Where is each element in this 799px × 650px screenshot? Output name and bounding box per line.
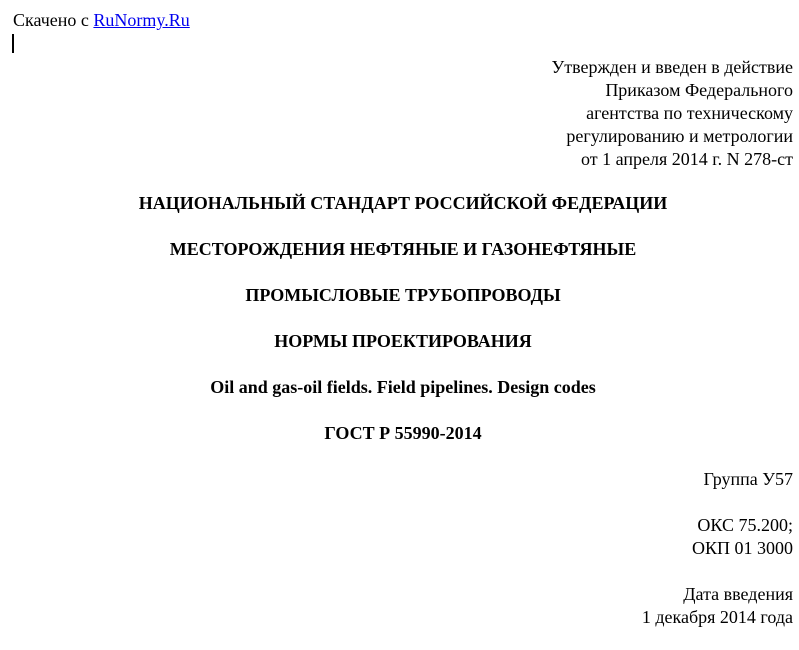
national-standard-heading: НАЦИОНАЛЬНЫЙ СТАНДАРТ РОССИЙСКОЙ ФЕДЕРАЦИИ — [138, 193, 668, 213]
design-norms-heading: НОРМЫ ПРОЕКТИРОВАНИЯ — [274, 331, 532, 351]
approval-line: от 1 апреля 2014 г. N 278-ст — [581, 149, 793, 169]
approval-line: агентства по техническому — [586, 103, 793, 123]
approval-line: регулированию и метрологии — [566, 126, 793, 146]
approval-block — [551, 56, 793, 171]
approval-line: Утвержден и введен в действие — [551, 57, 793, 77]
approval-line: Приказом Федерального — [605, 80, 793, 100]
runormy-link[interactable]: RuNormy.Ru — [93, 10, 190, 30]
intro-date-block — [642, 583, 793, 629]
text-cursor — [12, 34, 14, 53]
okp-code: ОКП 01 3000 — [691, 538, 793, 558]
english-title: Oil and gas-oil fields. Field pipelines. Design codes — [210, 377, 596, 397]
gost-number: ГОСТ Р 55990-2014 — [324, 423, 482, 443]
pipelines-heading: ПРОМЫСЛОВЫЕ ТРУБОПРОВОДЫ — [245, 285, 561, 305]
source-prefix: Скачено с — [13, 10, 94, 30]
classification-codes — [692, 514, 793, 560]
fields-heading: МЕСТОРОЖДЕНИЯ НЕФТЯНЫЕ И ГАЗОНЕФТЯНЫЕ — [169, 239, 637, 259]
intro-date-label: Дата введения — [683, 584, 793, 604]
oks-code: ОКС 75.200; — [697, 515, 793, 535]
classification-group: Группа У57 — [703, 469, 793, 489]
intro-date-value: 1 декабря 2014 года — [641, 607, 793, 627]
source-line — [13, 9, 190, 31]
